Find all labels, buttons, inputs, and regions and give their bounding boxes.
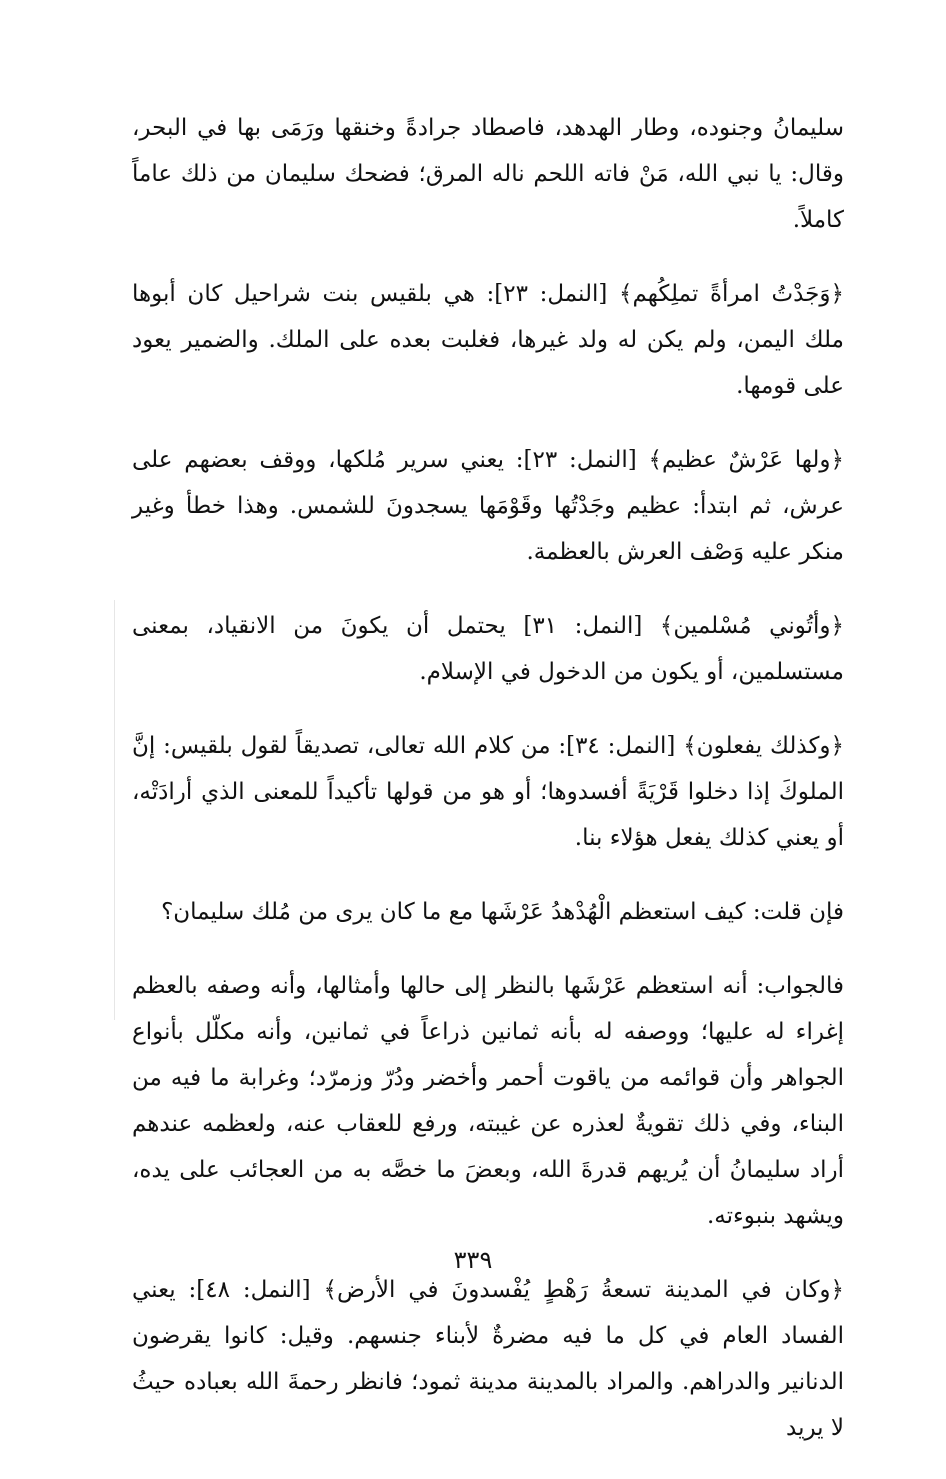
paragraph: ﴿وكذلك يفعلون﴾ [النمل: ٣٤]: من كلام الله تعالى، تصديقاً لقول بلقيس: إنَّ الملوكَ إذا دخلوا قَرْيَةً أفسدوها؛ أو هو من قولها تأكيداً للمعنى الذي أرادَتْه، أو يعني كذلك يفعل هؤلاء بنا. [132, 733, 845, 851]
paragraph: ﴿وأتُوني مُسْلمين﴾ [النمل: ٣١] يحتمل أن يكونَ من الانقياد، بمعنى مستسلمين، أو يكون من الدخول في الإسلام. [132, 613, 844, 685]
paragraph: فالجواب: أنه استعظم عَرْشَها بالنظر إلى حالها وأمثالها، وأنه وصفه بالعظم إغراء له عليها؛ ووصفه له بأنه ثمانين ذراعاً في ثمانين، وأنه مكلّل بأنواع الجواهر وأن قوائمه من ياقوت أحمر وأخضر ودُرّ وزمرّد؛ وغرابة ما فيه من البناء، وفي ذلك تقويةٌ لعذره عن غيبته، ورفع للعقاب عنه، ولعظمه عندهم أراد سليمانُ أن يُريهم قدرةَ الله، وبعضَ ما خصَّه به من العجائب على يده، ويشهد بنبوءته. [132, 973, 844, 1229]
paragraph: ﴿وَجَدْتُ امرأةً تملِكُهم﴾ [النمل: ٢٣]: هي بلقيس بنت شراحيل كان أبوها ملك اليمن، ولم يكن له ولد غيرها، فغلبت بعده على الملك. والضمير يعود على قومها. [132, 281, 844, 399]
paragraph: سليمانُ وجنوده، وطار الهدهد، فاصطاد جرادةً وخنقها ورَمَى بها في البحر، وقال: يا نبي الله، مَنْ فاته اللحم ناله المرق؛ فضحك سليمان من ذلك عاماً كاملاً. [132, 115, 844, 233]
paragraph: فإن قلت: كيف استعظم الْهُدْهدُ عَرْشَها مع ما كان يرى من مُلك سليمان؟ [161, 899, 844, 925]
page-edge-shadow [114, 600, 115, 1020]
paragraph: ﴿ولها عَرْشٌ عظيم﴾ [النمل: ٢٣]: يعني سرير مُلكها، ووقف بعضهم على عرش، ثم ابتدأ: عظيم وجَدْتُها وقَوْمَها يسجدونَ للشمس. وهذا خطأ وغير منكر عليه وَصْف العرش بالعظمة. [132, 447, 844, 565]
paragraph: ﴿وكان في المدينة تسعةُ رَهْطٍ يُفْسدونَ في الأرض﴾ [النمل: ٤٨]: يعني الفساد العام في كل ما فيه مضرةٌ لأبناء جنسهم. وقيل: كانوا يقرضون الدنانير والدراهم. والمراد بالمدينة مدينة ثمود؛ فانظر رحمةَ الله بعباده حيثُ لا يريد [132, 1277, 844, 1441]
page-number: ٣٣٩ [453, 1246, 493, 1274]
